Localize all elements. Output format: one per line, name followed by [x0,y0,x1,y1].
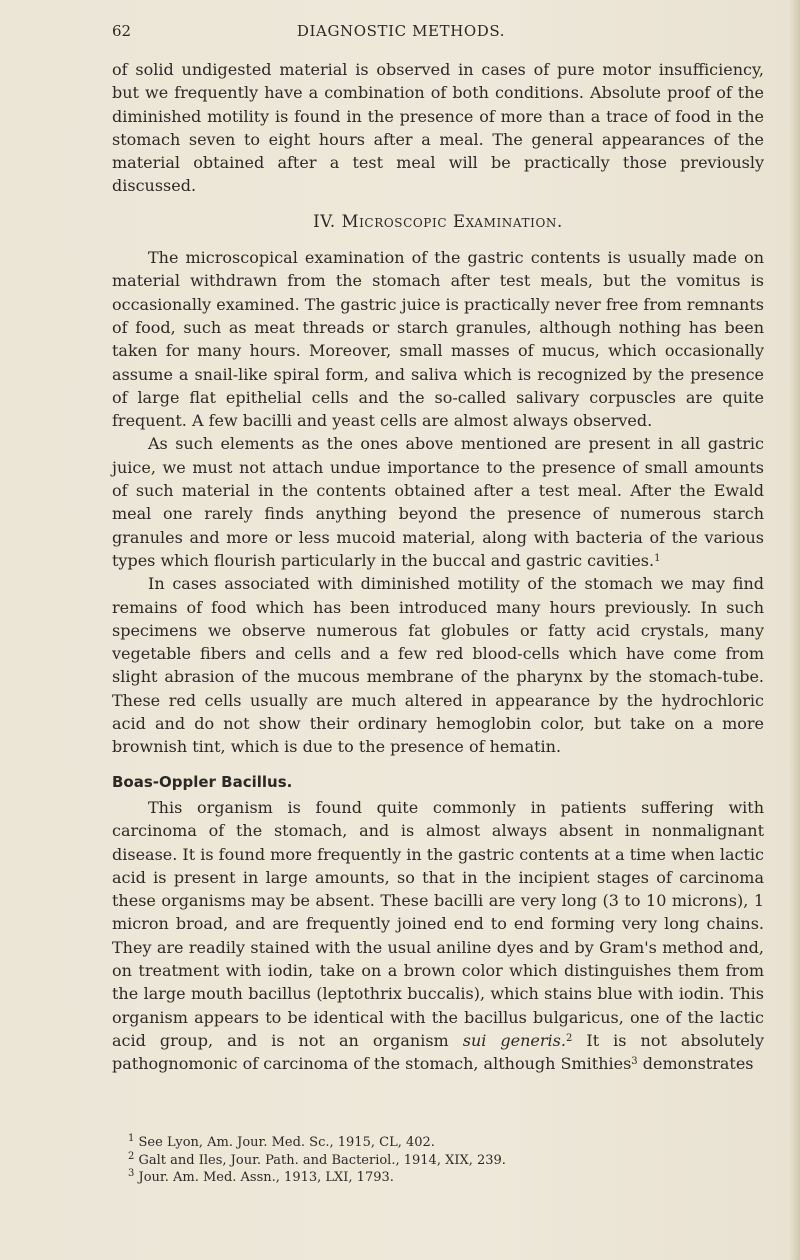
footnote-mark: 3 [128,1168,135,1179]
footnote-mark: 2 [128,1150,135,1162]
paragraph-boas-oppler [112,796,764,1076]
paragraph-motility: In cases associated with diminished motility of the stomach we may find remains of food which has been introduced many hours previously. In such specimens we observe numerous fat globules or fatty acid crystals, many vegetable fibers and cells and a few red blood-cells which have come from slight abrasion of the mucous membrane of the pharynx by the stomach-tube. These red cells usually are much altered in appearance by the hydrochloric acid and do not show their ordinary hemoglobin color, but take on a more brownish tint, which is due to the presence of hematin. [112,574,764,757]
sub-heading: Boas-Oppler Bacillus. [112,772,293,791]
page-edge [790,0,800,1260]
paragraph-continuation: of solid undigested material is observed in cases of pure motor insufficiency, but we frequently have a combination of both conditions. Absolute proof of the diminished motility is found in the presence of more than a trace of food in the stomach seven to eight hours after a meal. The general appearances of the material obtained after a test meal will be practically those previously discussed. [112,60,764,196]
page-header [112,22,690,46]
footnote-mark: 1 [128,1133,135,1144]
paragraph-text: demonstrates [637,1054,754,1074]
paragraph-text: As such elements as the ones above mentioned are present in all gastric juice, we must not attach undue importance to the presence of small amounts of such material in the contents obtained after a test meal. After the Ewald meal one rarely finds anything beyond the presence of numerous starch granules and more or less mucoid material, along with bacteria of the various types which flourish particularly in the buccal and gastric cavities. [112,434,764,570]
footnote-text: Jour. Am. Med. Assn., 1913, LXI, 1793. [138,1170,394,1185]
footnote [128,1152,748,1170]
running-head: DIAGNOSTIC METHODS. [296,22,506,40]
footnote [128,1134,748,1152]
footnote-text: Galt and Iles, Jour. Path. and Bacteriol., 1914, XIX, 239. [138,1152,506,1168]
footnotes [128,1134,748,1187]
paragraph-gastric-juice [112,432,764,572]
footnote-ref-3: 3 [631,1056,638,1068]
footnote-ref-2: 2 [565,1032,573,1044]
footnote-ref-1: 1 [654,552,661,564]
paragraph-text: This organism is found quite commonly in patients suffering with carcinoma of the stomach, and is almost always absent in nonmalignant disease. It is found more frequently in the gastric contents at a time when lactic acid is present in large amounts, so that in the incipient stages of carcinoma these organisms may be absent. These bacilli are very long (3 to 10 microns), 1 micron broad, and are frequently joined end to end forming very long chains. They are readily stained with the usual aniline dyes and by Gram's method and, on treatment with iodin, take on a brown color which distinguishes them from the large mouth bacillus (leptothrix buccalis), which stains blue with iodin. This organism appears to be identical with the bacillus bulgaricus, one of the lactic acid group, and is not an organism [112,797,765,1050]
section-heading: IV. Microscopic Examination. [313,211,563,231]
paragraph-text: It is not absolutely pathognomonic of carcinoma of the stomach, although Smithies [112,1030,765,1074]
page-number: 62 [112,22,132,40]
paragraph-microscopical: The microscopical examination of the gastric contents is usually made on material withdrawn from the stomach after test meals, but the vomitus is occasionally examined. The gastric juice is practically never free from remnants of food, such as meat threads or starch granules, although nothing has been taken for many hours. Moreover, small masses of mucus, which occasionally assume a snail-like spiral form, and saliva which is recognized by the presence of large flat epithelial cells and the so-called salivary corpuscles are quite frequent. A few bacilli and yeast cells are almost always observed. [112,248,764,431]
body-text [112,58,764,1075]
footnote-text: See Lyon, Am. Jour. Med. Sc., 1915, CL, 402. [138,1135,435,1150]
footnote [128,1169,748,1187]
italic-term: sui generis. [462,1030,566,1050]
